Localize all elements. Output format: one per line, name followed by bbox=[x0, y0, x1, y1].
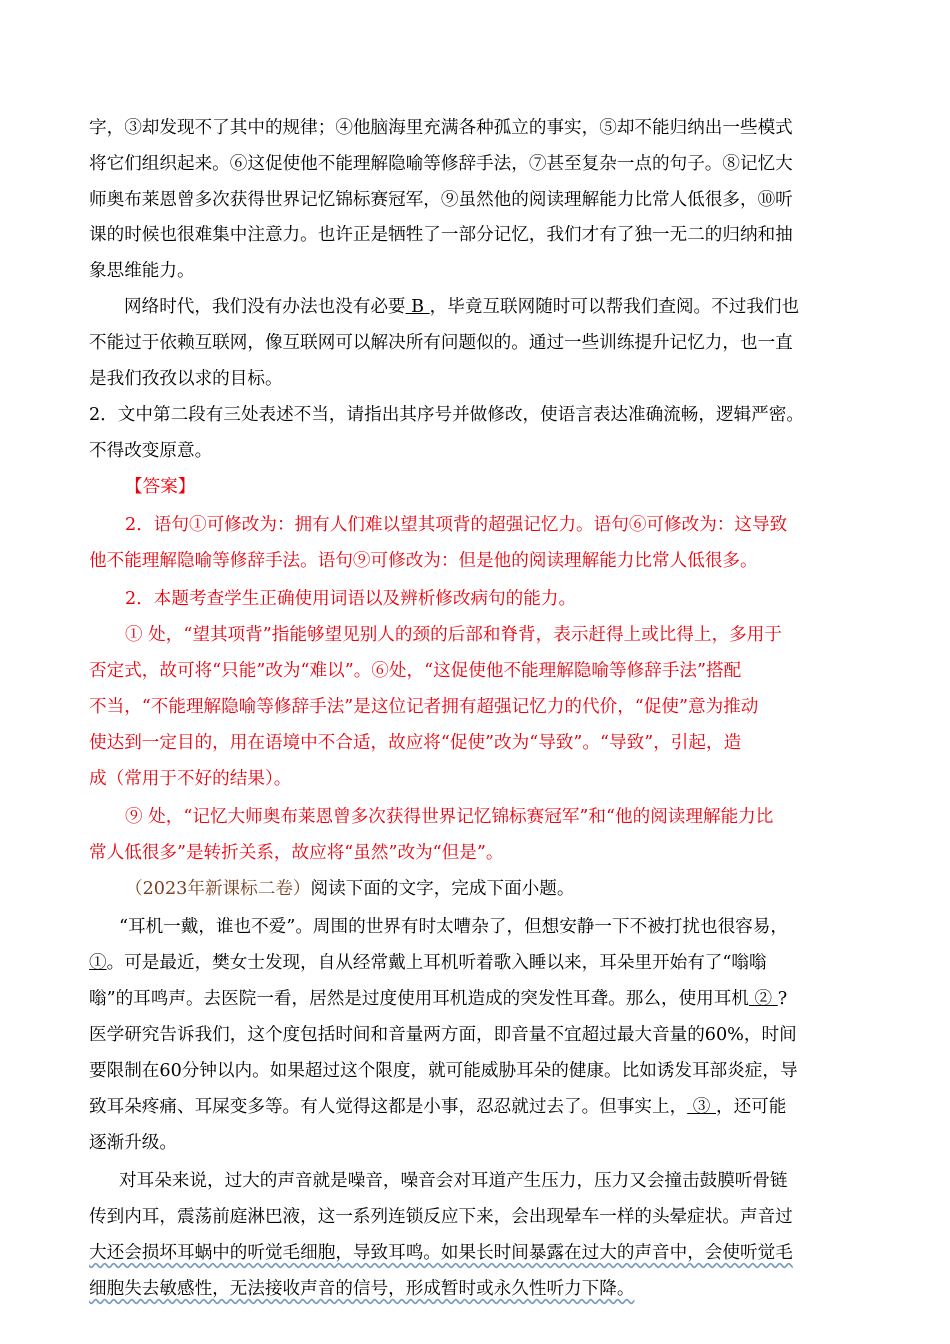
passage1-line-1: 字，③却发现不了其中的规律；④他脑海里充满各种孤立的事实，⑤却不能归纳出一些模式 bbox=[89, 118, 793, 138]
section2-p1-line-5: 要限制在60分钟以内。如果超过这个限度，就可能威胁耳朵的健康。比如诱发耳部炎症，导 bbox=[89, 1061, 798, 1081]
passage1-para2-line-3: 是我们孜孜以求的目标。 bbox=[89, 369, 283, 389]
p2-line4-text: 细胞失去敏感性，无法接收声音的信号，形成暂时或永久性听力下降。 bbox=[89, 1279, 635, 1299]
p1-line6-pre: 致耳朵疼痛、耳屎变多等。有人觉得这都是小事，忍忍就过去了。但事实上， bbox=[89, 1097, 688, 1117]
p1-line6-post: ，还可能 bbox=[715, 1097, 787, 1117]
passage1-line-4: 课的时候也很难集中注意力。也许正是牺牲了一部分记忆，我们才有了独一无二的归纳和抽 bbox=[89, 225, 793, 245]
explanation-1-line-4: 使达到一定目的，用在语境中不合适，故应将“促使”改为“导致”。“导致”，引起，造 bbox=[89, 733, 742, 753]
section2-p2-line-3 bbox=[89, 1239, 793, 1264]
section2-p2-line-4 bbox=[89, 1275, 634, 1300]
section2-p2-line-2: 传到内耳，震荡前庭淋巴液，这一系列连锁反应下来，会出现晕车一样的头晕症状。声音过 bbox=[89, 1207, 793, 1227]
explanation-1-line-5: 成（常用于不好的结果）。 bbox=[89, 769, 292, 789]
section2-p1-line-3 bbox=[89, 985, 787, 1010]
section2-p2-line-1: 对耳朵来说，过大的声音就是噪音，噪音会对耳道产生压力，压力又会撞击鼓膜听骨链 bbox=[119, 1171, 788, 1191]
passage1-line-3: 师奥布莱恩曾多次获得世界记忆锦标赛冠军，⑨虽然他的阅读理解能力比常人低很多，⑩听 bbox=[89, 190, 793, 210]
answer-1-line-2: 他不能理解隐喻等修辞手法。语句⑨可修改为：但是他的阅读理解能力比常人低很多。 bbox=[89, 551, 758, 571]
section2-p1-line-7: 逐渐升级。 bbox=[89, 1133, 177, 1153]
passage1-line-5: 象思维能力。 bbox=[89, 261, 195, 281]
blank-1: ① bbox=[89, 953, 107, 973]
answer-1-line-1: 2．语句①可修改为：拥有人们难以望其项背的超强记忆力。语句⑥可修改为：这导致 bbox=[125, 515, 788, 535]
blank-3: ③ bbox=[687, 1097, 716, 1117]
explanation-2-line-1: ⑨ 处，“记忆大师奥布莱恩曾多次获得世界记忆锦标赛冠军”和“他的阅读理解能力比 bbox=[125, 807, 774, 827]
explanation-2-line-2: 常人低很多”是转折关系，故应将“虽然”改为“但是”。 bbox=[89, 843, 504, 863]
question-2-line-2: 不得改变原意。 bbox=[89, 441, 213, 461]
p1-line3-pre: 嗡”的耳鸣声。去医院一看，居然是过度使用耳机造成的突发性耳聋。那么，使用耳机 bbox=[89, 989, 749, 1009]
section2-instruction: 阅读下面的文字，完成下面小题。 bbox=[310, 879, 575, 899]
section2-p1-line-2 bbox=[89, 949, 767, 974]
blank-2: ② bbox=[748, 989, 778, 1009]
question-2-line-1: 2．文中第二段有三处表述不当，请指出其序号并做修改，使语言表达准确流畅，逻辑严密。 bbox=[89, 405, 804, 425]
explanation-1-line-2: 否定式，故可将“只能”改为“难以”。⑥处，“这促使他不能理解隐喻等修辞手法”搭配 bbox=[89, 661, 742, 681]
para2-text-pre: 网络时代，我们没有办法也没有必要 bbox=[124, 297, 406, 317]
analysis-line-1: 2．本题考查学生正确使用词语以及辨析修改病句的能力。 bbox=[125, 589, 577, 609]
passage1-line-2: 将它们组织起来。⑥这促使他不能理解隐喻等修辞手法，⑦甚至复杂一点的句子。⑧记忆大 bbox=[89, 154, 793, 174]
p1-line2-text: 。可是最近，樊女士发现，自从经常戴上耳机听着歌入睡以来，耳朵里开始有了“嗡嗡 bbox=[106, 953, 767, 973]
p2-line3-text: 大还会损坏耳蜗中的听觉毛细胞，导致耳鸣。如果长时间暴露在过大的声音中，会使听觉毛 bbox=[89, 1243, 793, 1263]
blank-b: B bbox=[405, 297, 430, 317]
para2-text-post: ，毕竟互联网随时可以帮我们查阅。不过我们也 bbox=[429, 297, 800, 317]
p1-line3-post: ? bbox=[777, 989, 788, 1009]
section2-p1-line-4: 医学研究告诉我们，这个度包括时间和音量两方面，即音量不宜超过最大音量的60%，时间 bbox=[89, 1025, 797, 1045]
explanation-1-line-3: 不当，“不能理解隐喻等修辞手法”是这位记者拥有超强记忆力的代价，“促使”意为推动 bbox=[89, 697, 759, 717]
explanation-1-line-1: ① 处，“望其项背”指能够望见别人的颈的后部和脊背，表示赶得上或比得上，多用于 bbox=[125, 625, 782, 645]
source-tag: （2023年新课标二卷） bbox=[125, 879, 311, 899]
passage1-para2-line-1 bbox=[124, 293, 799, 318]
passage1-para2-line-2: 不能过于依赖互联网，像互联网可以解决所有问题似的。通过一些训练提升记忆力，也一直 bbox=[89, 333, 793, 353]
section2-p1-line-6 bbox=[89, 1093, 786, 1118]
section2-header bbox=[125, 875, 574, 900]
answer-tag: 【答案】 bbox=[125, 477, 196, 497]
section2-p1-line-1: “耳机一戴，谁也不爱”。周围的世界有时太嘈杂了，但想安静一下不被打扰也很容易， bbox=[119, 917, 788, 937]
